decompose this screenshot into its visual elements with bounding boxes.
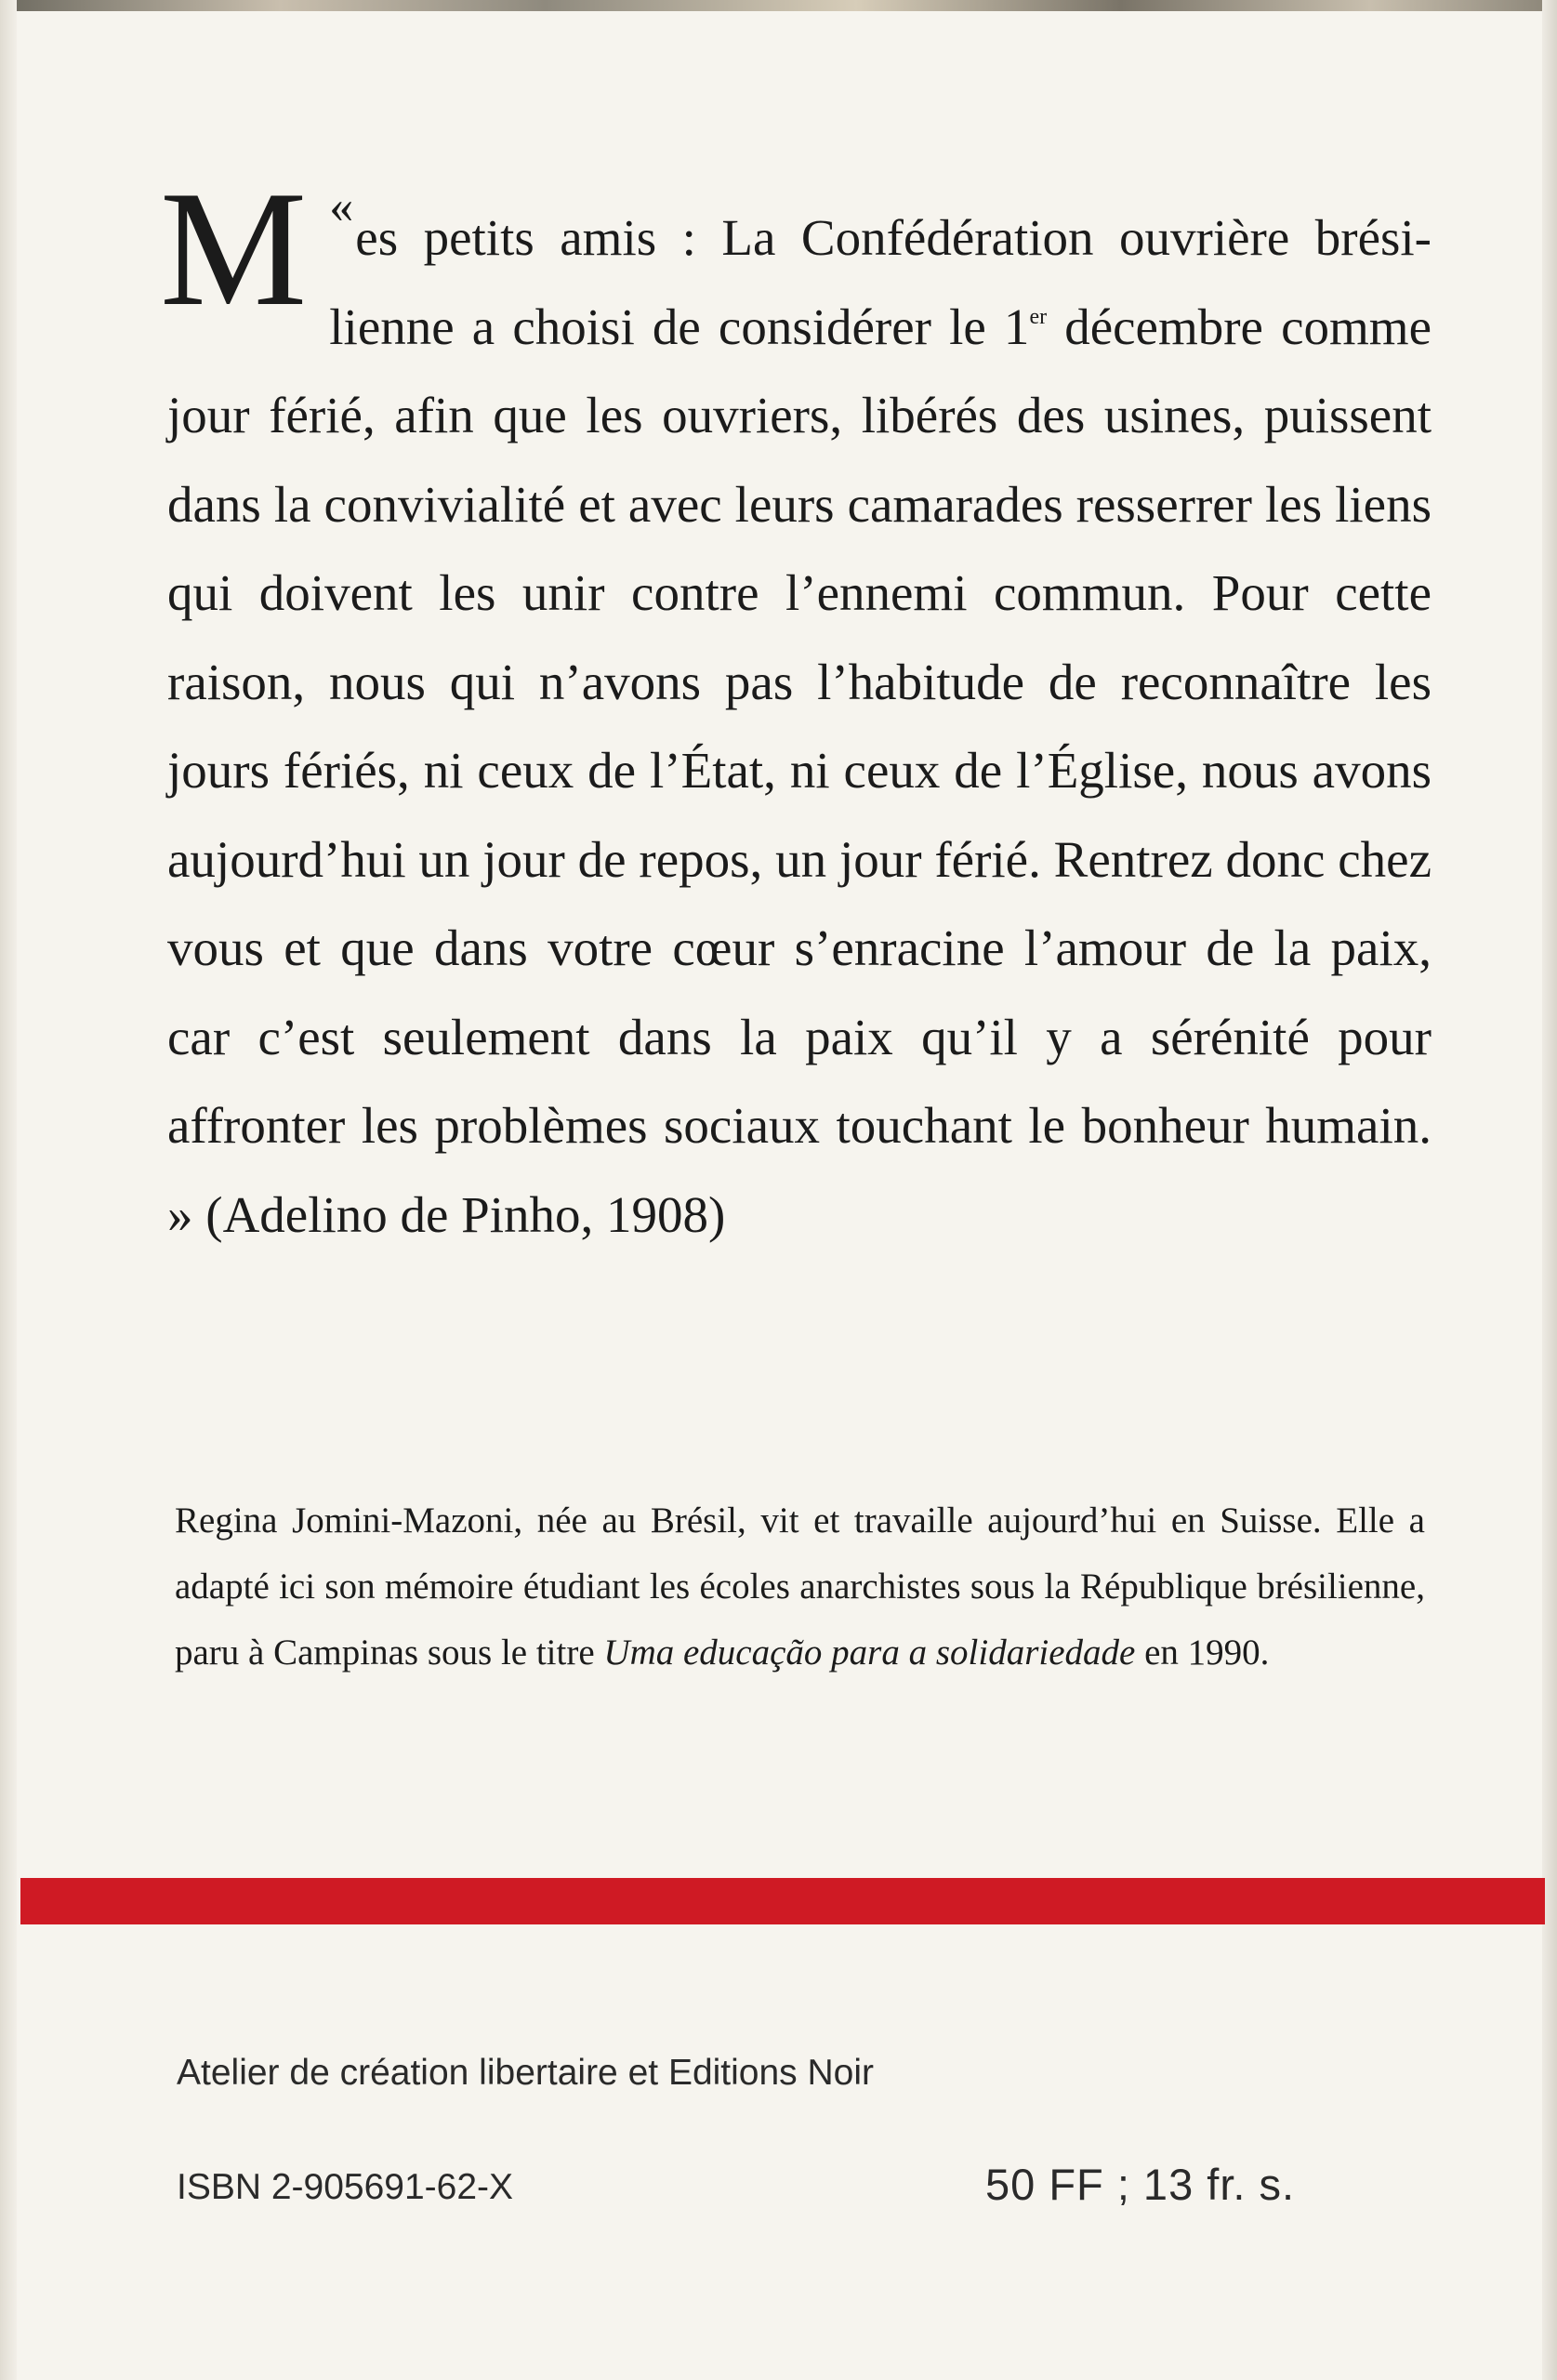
quote-text-rest: décembre comme jour férié, afin que les ouvriers, libérés des usines, puissent dans la convivialité et avec leurs camarades resserrer les liens qui doivent les unir contre l’ennemi commun. Pour cette raison, nous qui n’avons pas l’habitude de reconnaître les jours fériés, ni ceux de l’État, ni ceux de l’Église, nous avons aujourd’hui un jour de repos, un jour férié. Rentrez donc chez vous et que dans votre cœur s’enracine l’amour de la paix, car c’est seulement dans la paix qu’il y a sérénité pour affronter les problèmes sociaux touchant le bonheur humain. » (Adelino de Pinho, 1908) xyxy=(167,298,1432,1243)
isbn: ISBN 2-905691-62-X xyxy=(177,2167,514,2207)
publisher-name: Atelier de création libertaire et Editions Noir xyxy=(177,2053,875,2093)
quote-dropcap: M xyxy=(160,156,308,340)
author-bio xyxy=(175,1488,1425,1686)
author-bio-book-title: Uma educação para a solidariedade xyxy=(603,1633,1136,1673)
price: 50 FF ; 13 fr. s. xyxy=(985,2160,1296,2209)
quote-superscript: er xyxy=(1029,304,1048,329)
quote-text-start: es petits amis : La Confédération ouvrière brési- lienne a choisi de considérer le 1 xyxy=(329,209,1432,355)
quote-open-guillemet: « xyxy=(329,180,354,233)
author-bio-tail: en 1990. xyxy=(1135,1633,1270,1673)
quote-paragraph xyxy=(160,156,1432,1259)
red-band xyxy=(20,1878,1545,1924)
cover-right-edge xyxy=(1542,0,1557,2380)
cover-top-edge xyxy=(0,0,1557,11)
author-bio-text: Regina Jomini-Mazoni, née au Brésil, vit et travaille aujourd’hui en Suisse. Elle a adapté ici son mémoire étudiant les écoles anarchistes sous la République brésilienne, paru à Campinas sous le titre xyxy=(175,1501,1425,1673)
cover-left-edge xyxy=(0,0,17,2380)
